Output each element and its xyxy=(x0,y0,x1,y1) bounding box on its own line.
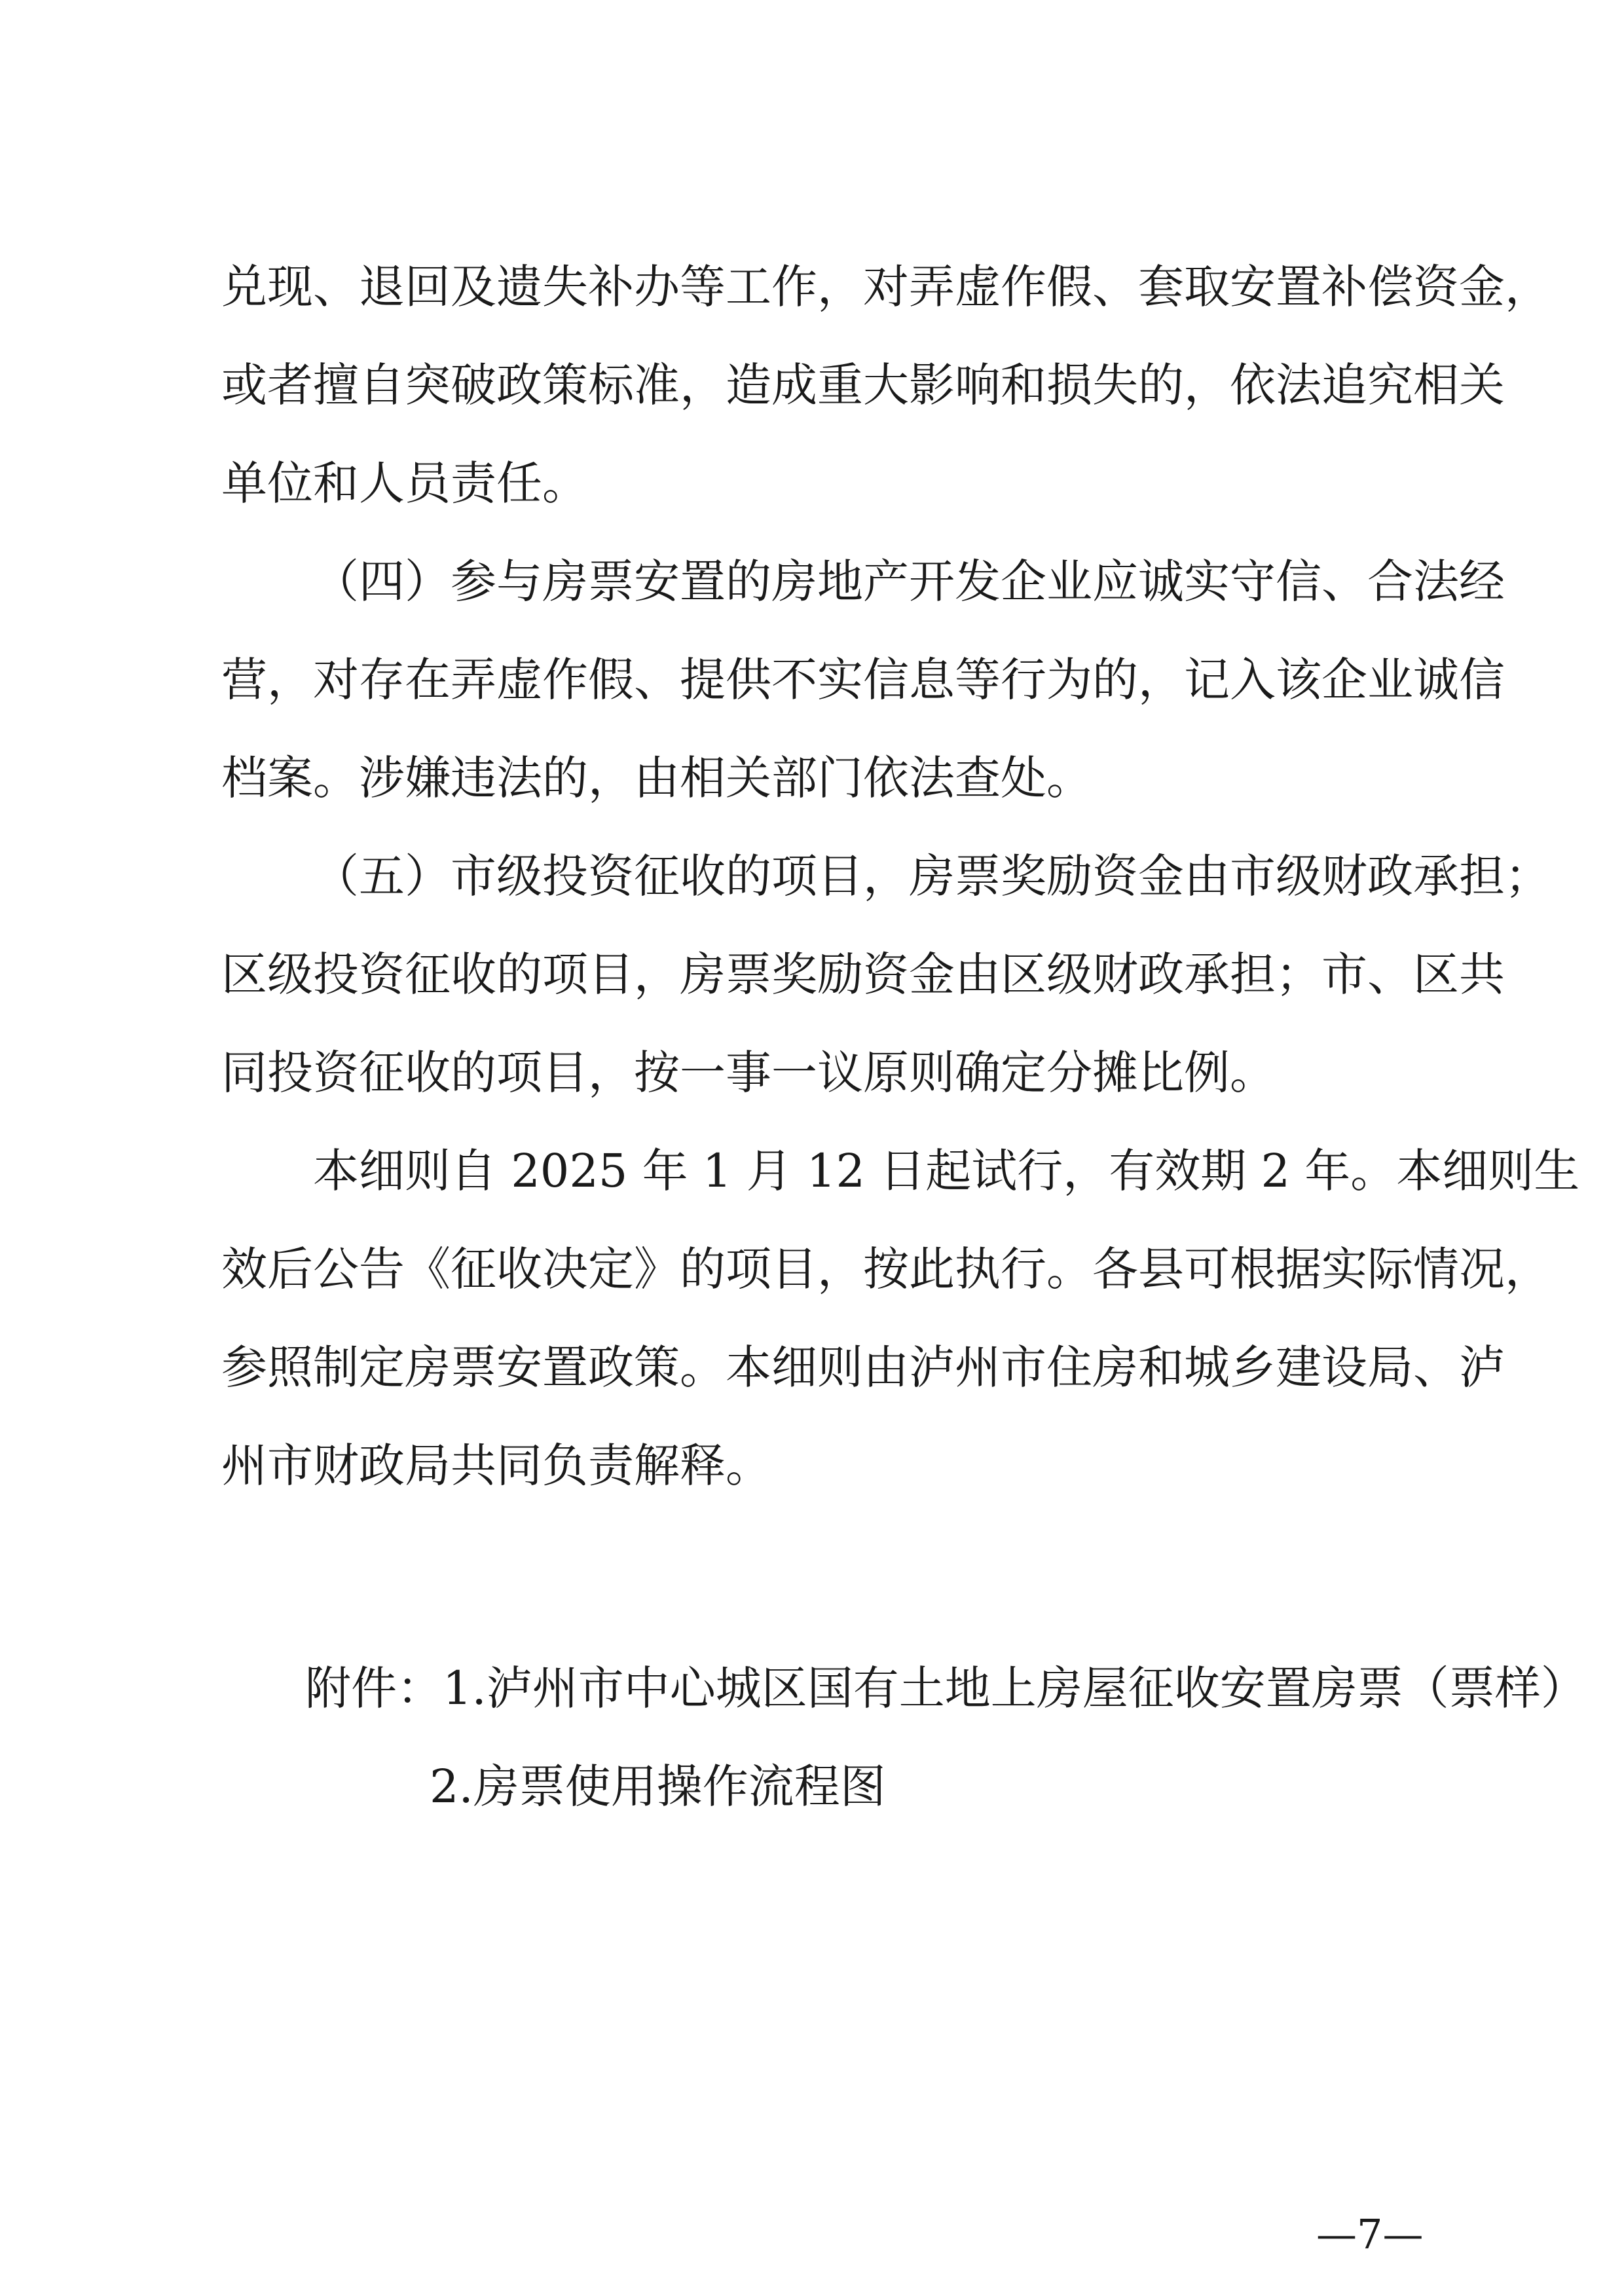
paragraph-3-line-1: （五）市级投资征收的项目，房票奖励资金由市级财政承担； xyxy=(313,849,1551,903)
paragraph-1-line-1: 兑现、退回及遗失补办等工作，对弄虚作假、套取安置补偿资金， xyxy=(221,260,1551,314)
paragraph-3-line-3: 同投资征收的项目，按一事一议原则确定分摊比例。 xyxy=(221,1046,1276,1100)
page-number: —7— xyxy=(1316,2210,1424,2258)
attachments-line-1: 附件：1.泸州市中心城区国有土地上房屋征收安置房票（票样） xyxy=(305,1661,1587,1715)
paragraph-4-line-3: 参照制定房票安置政策。本细则由泸州市住房和城乡建设局、泸 xyxy=(221,1341,1505,1394)
paragraph-4-line-2: 效后公告《征收决定》的项目，按此执行。各县可根据实际情况， xyxy=(221,1242,1551,1296)
paragraph-1-line-2: 或者擅自突破政策标准，造成重大影响和损失的，依法追究相关 xyxy=(221,358,1505,412)
paragraph-3-line-2: 区级投资征收的项目，房票奖励资金由区级财政承担；市、区共 xyxy=(221,948,1505,1001)
paragraph-2-line-3: 档案。涉嫌违法的，由相关部门依法查处。 xyxy=(221,751,1092,805)
attachments-line-2: 2.房票使用操作流程图 xyxy=(430,1760,886,1813)
paragraph-4-line-1: 本细则自 2025 年 1 月 12 日起试行，有效期 2 年。本细则生 xyxy=(313,1144,1580,1198)
paragraph-2-line-2: 营，对存在弄虚作假、提供不实信息等行为的，记入该企业诚信 xyxy=(221,653,1505,707)
paragraph-2-line-1: （四）参与房票安置的房地产开发企业应诚实守信、合法经 xyxy=(313,555,1505,608)
paragraph-1-line-3: 单位和人员责任。 xyxy=(221,456,588,510)
paragraph-4-line-4: 州市财政局共同负责解释。 xyxy=(221,1439,771,1492)
